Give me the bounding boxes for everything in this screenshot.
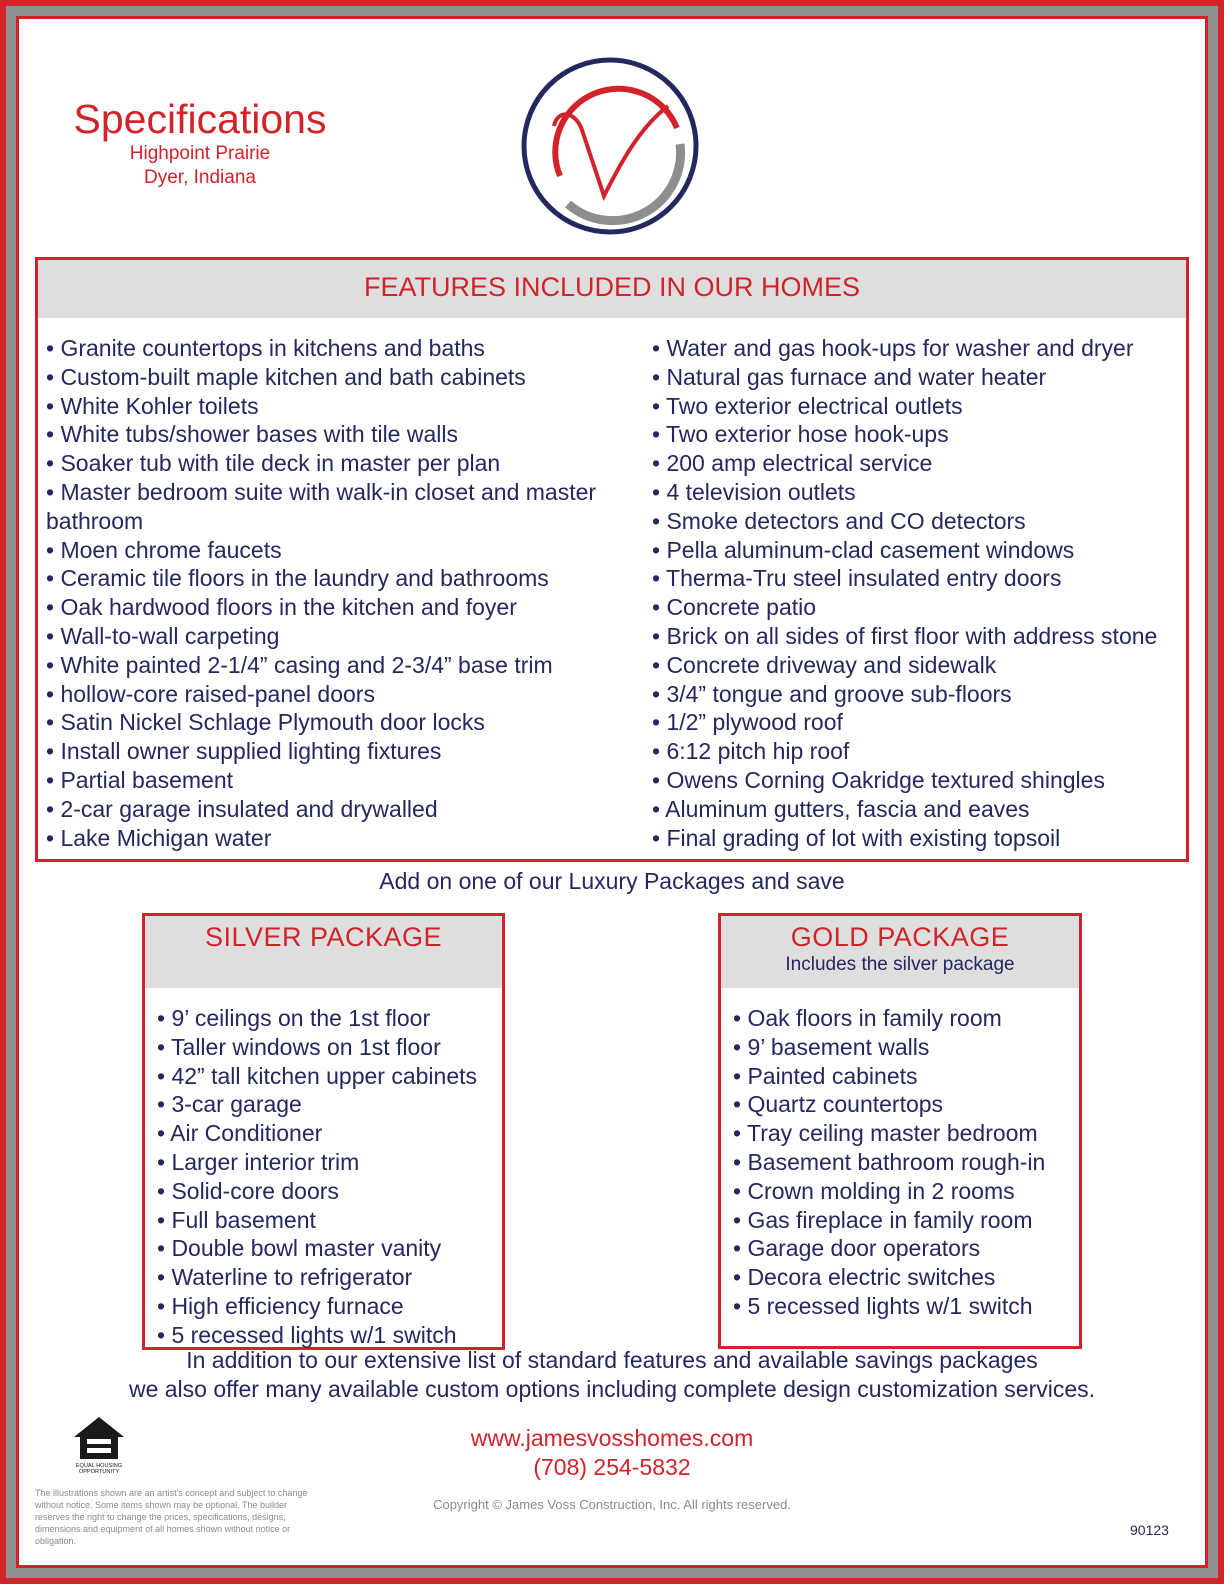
equal-housing-opportunity-icon	[72, 1415, 126, 1475]
location: Dyer, Indiana	[144, 167, 256, 188]
list-item: • 1/2” plywood roof	[652, 709, 843, 736]
list-item: • Custom-built maple kitchen and bath cabinets	[46, 363, 526, 390]
list-item: • Natural gas furnace and water heater	[652, 363, 1047, 390]
list-item: • Full basement	[157, 1206, 316, 1233]
list-item: • Therma-Tru steel insulated entry doors	[652, 565, 1062, 592]
list-item: • Decora electric switches	[733, 1264, 996, 1291]
list-item: • 5 recessed lights w/1 switch	[157, 1321, 457, 1348]
list-item: • High efficiency furnace	[157, 1292, 404, 1319]
list-item: • Satin Nickel Schlage Plymouth door locks	[46, 709, 485, 736]
list-item: • Master bedroom suite with walk-in closet and master bathroom	[46, 478, 597, 534]
closing-paragraph	[0, 1346, 1224, 1404]
list-item: • 3-car garage	[157, 1091, 302, 1118]
silver-package-header	[145, 916, 502, 988]
list-item: • Water and gas hook-ups for washer and dryer	[652, 335, 1134, 361]
list-item: • Final grading of lot with existing topsoil	[652, 824, 1061, 851]
legal-disclaimer: The illustrations shown are an artist's concept and subject to change without notice. Some items shown may be optional. The builder reserves the right to change the prices, specifications, designs, dimensions and equipment of all homes shown without notice or obligation.	[35, 1488, 308, 1546]
closing-line-1: In addition to our extensive list of standard features and available savings packages	[186, 1347, 1038, 1373]
list-item: • Install owner supplied lighting fixtures	[46, 738, 442, 765]
list-item: • 9’ ceilings on the 1st floor	[157, 1005, 431, 1031]
list-item: • 200 amp electrical service	[652, 450, 933, 477]
list-item: • Aluminum gutters, fascia and eaves	[652, 795, 1030, 822]
list-item: • 3/4” tongue and groove sub-floors	[652, 680, 1012, 707]
gold-package-box	[718, 913, 1082, 1349]
gold-package-title: GOLD PACKAGE	[790, 922, 1010, 952]
list-item: • Brick on all sides of first floor with address stone	[652, 622, 1158, 649]
gold-package-header	[721, 916, 1079, 988]
list-item: • Concrete patio	[652, 594, 817, 621]
list-item: • Moen chrome faucets	[46, 536, 282, 563]
list-item: • Soaker tub with tile deck in master per plan	[46, 450, 501, 477]
features-heading: FEATURES INCLUDED IN OUR HOMES	[38, 260, 1186, 318]
community-name: Highpoint Prairie	[129, 143, 271, 164]
document-code: 90123	[1130, 1522, 1169, 1538]
list-item: • Lake Michigan water	[46, 824, 272, 851]
list-item: • White painted 2-1/4” casing and 2-3/4” base trim	[46, 651, 553, 678]
list-item: • Quartz countertops	[733, 1091, 944, 1118]
silver-package-box	[142, 913, 505, 1350]
list-item: • Wall-to-wall carpeting	[46, 622, 280, 649]
list-item: • Pella aluminum-clad casement windows	[652, 536, 1075, 563]
list-item: • 6:12 pitch hip roof	[652, 738, 850, 765]
gold-package-list	[733, 1004, 1045, 1321]
list-item: • Smoke detectors and CO detectors	[652, 507, 1026, 534]
list-item: • 4 television outlets	[652, 478, 856, 505]
list-item: • 42” tall kitchen upper cabinets	[157, 1062, 478, 1089]
list-item: • Oak hardwood floors in the kitchen and foyer	[46, 594, 517, 621]
list-item: • Two exterior electrical outlets	[652, 392, 963, 419]
list-item: • Waterline to refrigerator	[157, 1264, 413, 1291]
list-item: • Basement bathroom rough-in	[733, 1148, 1046, 1175]
list-item: • Oak floors in family room	[733, 1005, 1002, 1031]
list-item: • 9’ basement walls	[733, 1033, 930, 1060]
copyright: Copyright © James Voss Construction, Inc. All rights reserved.	[433, 1497, 791, 1512]
list-item: • Tray ceiling master bedroom	[733, 1120, 1038, 1147]
list-item: • Concrete driveway and sidewalk	[652, 651, 997, 678]
addon-text: Add on one of our Luxury Packages and save	[379, 868, 845, 894]
phone-number: (708) 254-5832	[533, 1454, 691, 1480]
list-item: • Double bowl master vanity	[157, 1235, 442, 1262]
closing-line-2: we also offer many available custom options including complete design customization services.	[128, 1376, 1096, 1402]
page-title: Specifications	[73, 96, 327, 142]
eho-line-2: OPPORTUNITY	[78, 1469, 120, 1475]
list-item: • Larger interior trim	[157, 1148, 360, 1175]
list-item: • hollow-core raised-panel doors	[46, 680, 375, 707]
list-item: • Partial basement	[46, 766, 234, 793]
james-voss-v-logo-icon	[520, 56, 700, 236]
list-item: • Painted cabinets	[733, 1062, 918, 1089]
features-left-list	[46, 334, 606, 852]
silver-package-list	[157, 1004, 477, 1350]
list-item: • Solid-core doors	[157, 1177, 339, 1204]
list-item: • White tubs/shower bases with tile walls	[46, 421, 458, 448]
list-item: • Gas fireplace in family room	[733, 1206, 1033, 1233]
list-item: • Taller windows on 1st floor	[157, 1033, 441, 1060]
features-right-list	[652, 334, 1192, 852]
list-item: • Granite countertops in kitchens and baths	[46, 335, 485, 361]
list-item: • Owens Corning Oakridge textured shingles	[652, 766, 1105, 793]
list-item: • 2-car garage insulated and drywalled	[46, 795, 438, 822]
list-item: • Air Conditioner	[157, 1120, 323, 1147]
list-item: • Two exterior hose hook-ups	[652, 421, 949, 448]
header	[60, 96, 340, 190]
contact-block	[0, 1424, 1224, 1482]
list-item: • 5 recessed lights w/1 switch	[733, 1292, 1033, 1319]
list-item: • Ceramic tile floors in the laundry and bathrooms	[46, 565, 549, 592]
list-item: • Garage door operators	[733, 1235, 981, 1262]
eho-line-1: EQUAL HOUSING	[75, 1463, 123, 1469]
list-item: • White Kohler toilets	[46, 392, 259, 419]
silver-package-title: SILVER PACKAGE	[204, 922, 443, 952]
list-item: • Crown molding in 2 rooms	[733, 1177, 1015, 1204]
features-box	[35, 257, 1189, 862]
website-link[interactable]: www.jamesvosshomes.com	[470, 1425, 754, 1451]
gold-package-subtitle: Includes the silver package	[785, 954, 1015, 975]
